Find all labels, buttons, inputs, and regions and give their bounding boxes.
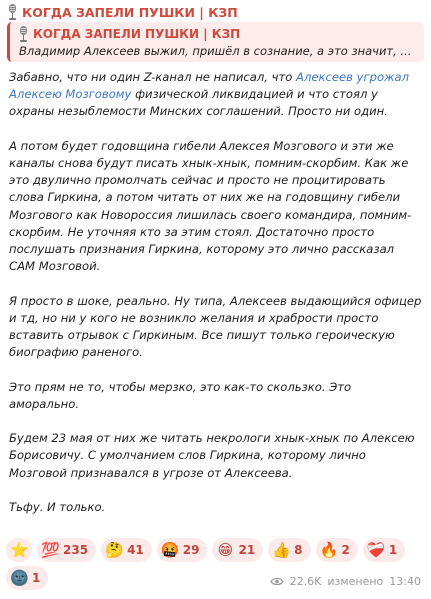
paragraph-1-start: Забавно, что ни один Z-канал не написал, что bbox=[9, 70, 297, 84]
reaction-chip[interactable] bbox=[212, 538, 263, 562]
paragraph-3: Я просто в шоке, реально. Ну типа, Алексеев выдающийся офицер и тд, но ни у кого не возникло желания и храбрости просто вставить отрывок с Гиркиным. Все пишут только героическую биографию раненого. bbox=[9, 293, 422, 360]
paragraph-1-end: физической ликвидацией и что стоял у охраны незыблемости Минских соглашений. Просто ни один. bbox=[9, 87, 388, 119]
reaction-chip[interactable] bbox=[316, 538, 358, 562]
grinning-face-icon: 😁 bbox=[217, 541, 234, 559]
fire-icon: 🔥 bbox=[319, 541, 339, 559]
reaction-count: 8 bbox=[294, 543, 303, 557]
reply-author: КОГДА ЗАПЕЛИ ПУШКИ | КЗП bbox=[33, 27, 241, 41]
channel-name-label: КОГДА ЗАПЕЛИ ПУШКИ | КЗП bbox=[22, 4, 238, 20]
reaction-chip[interactable] bbox=[37, 538, 96, 562]
edited-label: изменено bbox=[327, 575, 384, 588]
reaction-count: 235 bbox=[63, 543, 89, 557]
reaction-count: 1 bbox=[388, 543, 398, 557]
new-moon-face-icon: 🌚 bbox=[10, 569, 29, 587]
reaction-chip[interactable] bbox=[363, 538, 405, 562]
reaction-count: 2 bbox=[341, 543, 350, 557]
views-count: 22.6K bbox=[289, 575, 322, 588]
reaction-count: 1 bbox=[32, 571, 41, 585]
thinking-face-icon: 🤔 bbox=[105, 541, 124, 559]
post-text bbox=[9, 69, 423, 533]
reaction-chip[interactable] bbox=[6, 538, 32, 562]
reply-quote[interactable] bbox=[7, 22, 424, 62]
paragraph-2: А потом будет годовщина гибели Алексея Мозгового и эти же каналы снова будут писать хнык-хнык, помним-скорбим. Как же это двулично промолчать сейчас и просто не процитировать слова Гиркина, а потом читать от них же на годовщину гибели Мозгового как Новороссия лишилась своего командира, помним-скорбим. Не уточняя кто за этим стоял. Достаточно просто послушать признания Гиркина, которому это лично рассказал САМ Мозговой. bbox=[9, 138, 412, 274]
paragraph-1 bbox=[9, 69, 423, 121]
reaction-chip[interactable] bbox=[6, 566, 48, 590]
microphone-icon bbox=[18, 26, 29, 42]
paragraph-5: Будем 23 мая от них же читать некрологи хнык-хнык по Алексею Борисовичу. С умолчанием слов Гиркина, которому лично Мозговой признавался в угрозе от Алексеева. bbox=[9, 431, 415, 480]
paragraph-6: Тьфу. И только. bbox=[9, 500, 106, 514]
angry-swearing-face-icon: 🤬 bbox=[160, 541, 180, 559]
eye-icon bbox=[270, 577, 284, 586]
inline-link[interactable]: Алексеев угрожал Алексею Мозговому bbox=[9, 70, 410, 102]
message-time: 13:40 bbox=[389, 575, 421, 588]
star-icon: ⭐ bbox=[10, 541, 29, 559]
reaction-chip[interactable] bbox=[157, 538, 208, 562]
hundred-points-icon: 💯 bbox=[41, 541, 60, 559]
reaction-chip[interactable] bbox=[101, 538, 152, 562]
reply-title bbox=[18, 26, 240, 42]
reaction-chip[interactable] bbox=[268, 538, 310, 562]
reaction-count: 21 bbox=[238, 543, 256, 557]
channel-name[interactable] bbox=[7, 3, 238, 21]
thumbs-up-icon: 👍 bbox=[272, 541, 291, 559]
paragraph-4: Это прям не то, чтобы мерзко, это как-то скользко. Это аморально. bbox=[9, 379, 352, 411]
reaction-count: 29 bbox=[182, 543, 200, 557]
reply-preview-text: Владимир Алексеев выжил, пришёл в сознание, а это значит, ... bbox=[19, 44, 412, 58]
reaction-count: 41 bbox=[127, 543, 144, 557]
message-meta bbox=[270, 575, 421, 588]
microphone-icon bbox=[7, 4, 18, 20]
mending-heart-icon: ❤‍🩹 bbox=[366, 541, 386, 559]
